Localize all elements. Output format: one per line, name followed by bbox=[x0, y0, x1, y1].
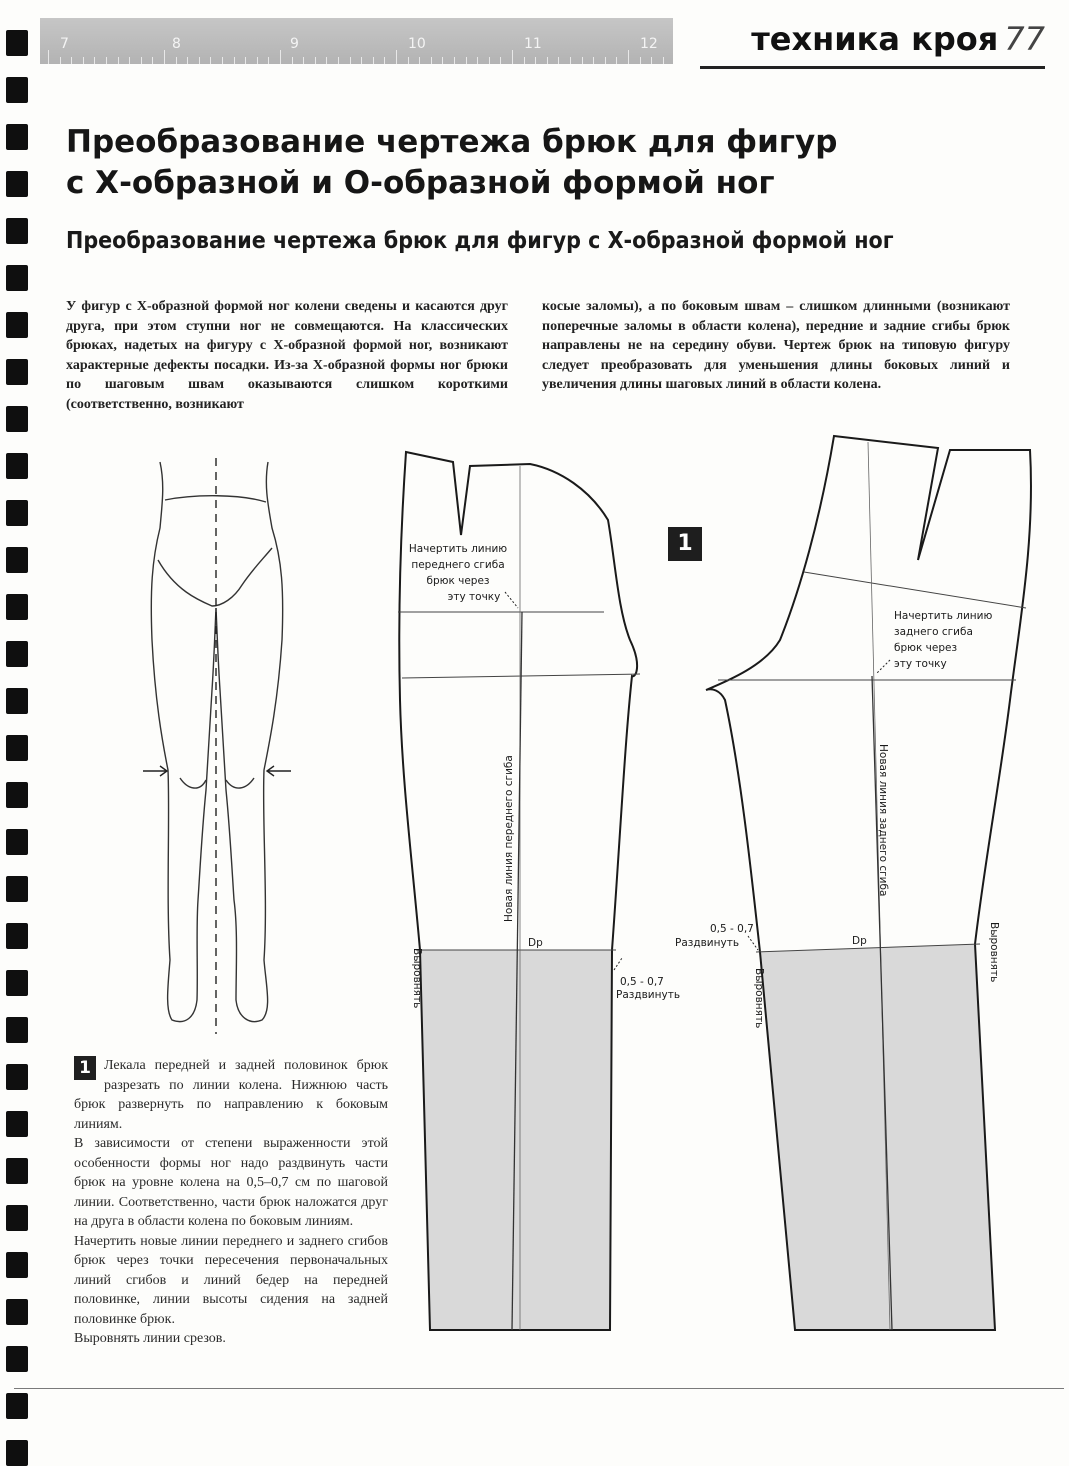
section-name: техника кроя bbox=[751, 20, 999, 58]
ruler-number: 10 bbox=[408, 36, 426, 52]
front-note-line: Начертить линию bbox=[408, 543, 508, 555]
ruler-number: 12 bbox=[640, 36, 658, 52]
ruler-number: 8 bbox=[172, 36, 181, 52]
back-spread-label: Раздвинуть bbox=[675, 937, 740, 949]
intro-column-2: косые заломы), а по боковым швам – слишком длинными (возникают поперечные заломы в области колена), передние и задние сгибы брюк направлены не на середину обуви. Чертеж брюк на типовую фигуру следует преобразовать для уменьшения длины боковых линий и увеличения длины шаговых линий в области колена. bbox=[542, 299, 1010, 393]
diagram-step-badge: 1 bbox=[668, 527, 702, 561]
step-paragraph: Лекала передней и задней половинок брюк разрезать по линии колена. Нижнюю часть брюк развернуть по направлению к боковым линиям. bbox=[74, 1058, 388, 1132]
title-line: Преобразование чертежа брюк для фигур bbox=[66, 124, 838, 160]
front-crease-label: Новая линия переднего сгиба bbox=[503, 755, 515, 922]
front-point-label: Dp bbox=[528, 937, 543, 949]
intro-column-1: У фигур с Х-образной формой ног колени сведены и касаются друг друга, при этом ступни ног не совмещаются. На классических брюках, надетых на фигуру с Х-образной формой ног, возникают характерные дефекты посадки. Из-за Х-образной формы ног брюки по шаговым швам оказываются слишком короткими (соответственно, возникают bbox=[66, 299, 508, 412]
back-note-line: эту точку bbox=[894, 658, 947, 670]
back-spread-value: 0,5 - 0,7 bbox=[710, 923, 754, 935]
front-note-line: переднего сгиба bbox=[411, 559, 505, 571]
page-number: 77 bbox=[1004, 20, 1045, 58]
legs-figure bbox=[151, 462, 282, 1022]
step-instructions bbox=[74, 1056, 388, 1349]
back-point-label: Dp bbox=[852, 935, 867, 947]
ruler-number: 7 bbox=[60, 36, 69, 52]
step-number-badge: 1 bbox=[74, 1056, 96, 1080]
ruler-number: 11 bbox=[524, 36, 542, 52]
back-note-line: Начертить линию bbox=[894, 610, 993, 622]
section-subtitle: Преобразование чертежа брюк для фигур с Х-образной формой ног bbox=[66, 228, 894, 254]
back-align-right-label: Выровнять bbox=[988, 922, 1000, 983]
ruler-number: 9 bbox=[290, 36, 299, 52]
front-spread-label: Раздвинуть bbox=[616, 989, 681, 1001]
back-note-line: брюк через bbox=[894, 642, 958, 654]
step-paragraph: В зависимости от степени выраженности этой особенности формы ног надо раздвинуть части брюк на уровне колена на 0,5–0,7 см по шаговой линии. Соответственно, части брюк наложатся друг на друга в области колена по боковым линиям. bbox=[74, 1136, 388, 1229]
back-crease-label: Новая линия заднего сгиба bbox=[877, 744, 889, 897]
front-note-line: брюк через bbox=[426, 575, 490, 587]
footer-rule bbox=[14, 1388, 1064, 1389]
front-align-label: Выровнять bbox=[411, 948, 423, 1009]
front-spread-value: 0,5 - 0,7 bbox=[620, 976, 664, 988]
back-note-line: заднего сгиба bbox=[894, 626, 973, 638]
title-line: с Х-образной и О-образной формой ног bbox=[66, 165, 775, 201]
front-note-line: эту точку bbox=[447, 591, 501, 603]
step-paragraph: Начертить новые линии переднего и заднего сгибов брюк через точки пересечения первоначальных линий сгибов и линий бедер на передней половинке, линии высоты сидения на задней половинке брюк. bbox=[74, 1233, 388, 1327]
back-trouser-pattern bbox=[706, 436, 1031, 1330]
back-align-left-label: Выровнять bbox=[753, 968, 765, 1029]
step-paragraph: Выровнять линии срезов. bbox=[74, 1331, 226, 1346]
